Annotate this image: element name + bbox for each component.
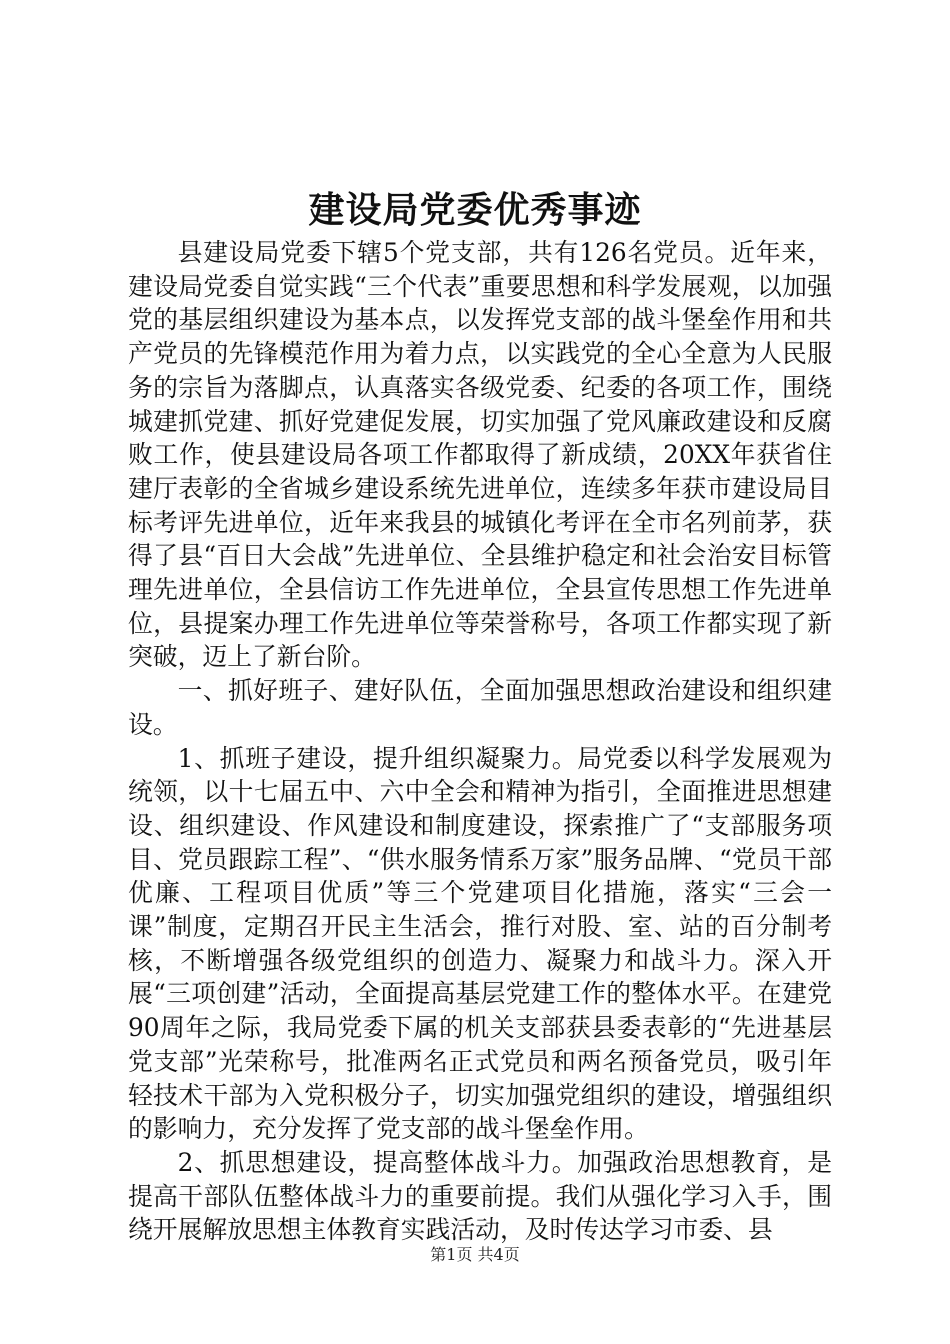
paragraph-intro: 县建设局党委下辖5个党支部，共有126名党员。近年来，建设局党委自觉实践“三个代表”重要思想和科学发展观，以加强党的基层组织建设为基本点，以发挥党支部的战斗堡垒作用和共产党员的先锋模范作用为着力点，以实践党的全心全意为人民服务的宗旨为落脚点，认真落实各级党委、纪委的各项工作，围绕城建抓党建、抓好党建促发展，切实加强了党风廉政建设和反腐败工作，使县建设局各项工作都取得了新成绩，20XX年获省住建厅表彰的全省城乡建设系统先进单位，连续多年获市建设局目标考评先进单位，近年来我县的城镇化考评在全市名列前茅，获得了县“百日大会战”先进单位、全县维护稳定和社会治安目标管理先进单位，全县信访工作先进单位，全县宣传思想工作先进单位，县提案办理工作先进单位等荣誉称号，各项工作都实现了新突破，迈上了新台阶。 xyxy=(128,238,832,672)
document-body xyxy=(128,236,832,1247)
document-title: 建设局党委优秀事迹 xyxy=(308,189,642,231)
paragraph-ideology-building: 2、抓思想建设，提高整体战斗力。加强政治思想教育，是提高干部队伍整体战斗力的重要前提。我们从强化学习入手，围绕开展解放思想主体教育实践活动，及时传达学习市委、县 xyxy=(128,1147,832,1245)
paragraph-team-building: 1、抓班子建设，提升组织凝聚力。局党委以科学发展观为统领，以十七届五中、六中全会和精神为指引，全面推进思想建设、组织建设、作风建设和制度建设，探索推广了“支部服务项目、党员跟踪工程”、“供水服务情系万家”服务品牌、“党员干部优廉、工程项目优质”等三个党建项目化措施，落实“三会一课”制度，定期召开民主生活会，推行对股、室、站的百分制考核，不断增强各级党组织的创造力、凝聚力和战斗力。深入开展“三项创建”活动，全面提高基层党建工作的整体水平。在建党90周年之际，我局党委下属的机关支部获县委表彰的“先进基层党支部”光荣称号，批准两名正式党员和两名预备党员，吸引年轻技术干部为入党积极分子，切实加强党组织的建设，增强组织的影响力，充分发挥了党支部的战斗堡垒作用。 xyxy=(128,743,832,1144)
page-footer: 第1页 共4页 xyxy=(430,1245,520,1264)
paragraph-section-heading: 一、抓好班子、建好队伍，全面加强思想政治建设和组织建设。 xyxy=(128,676,832,739)
